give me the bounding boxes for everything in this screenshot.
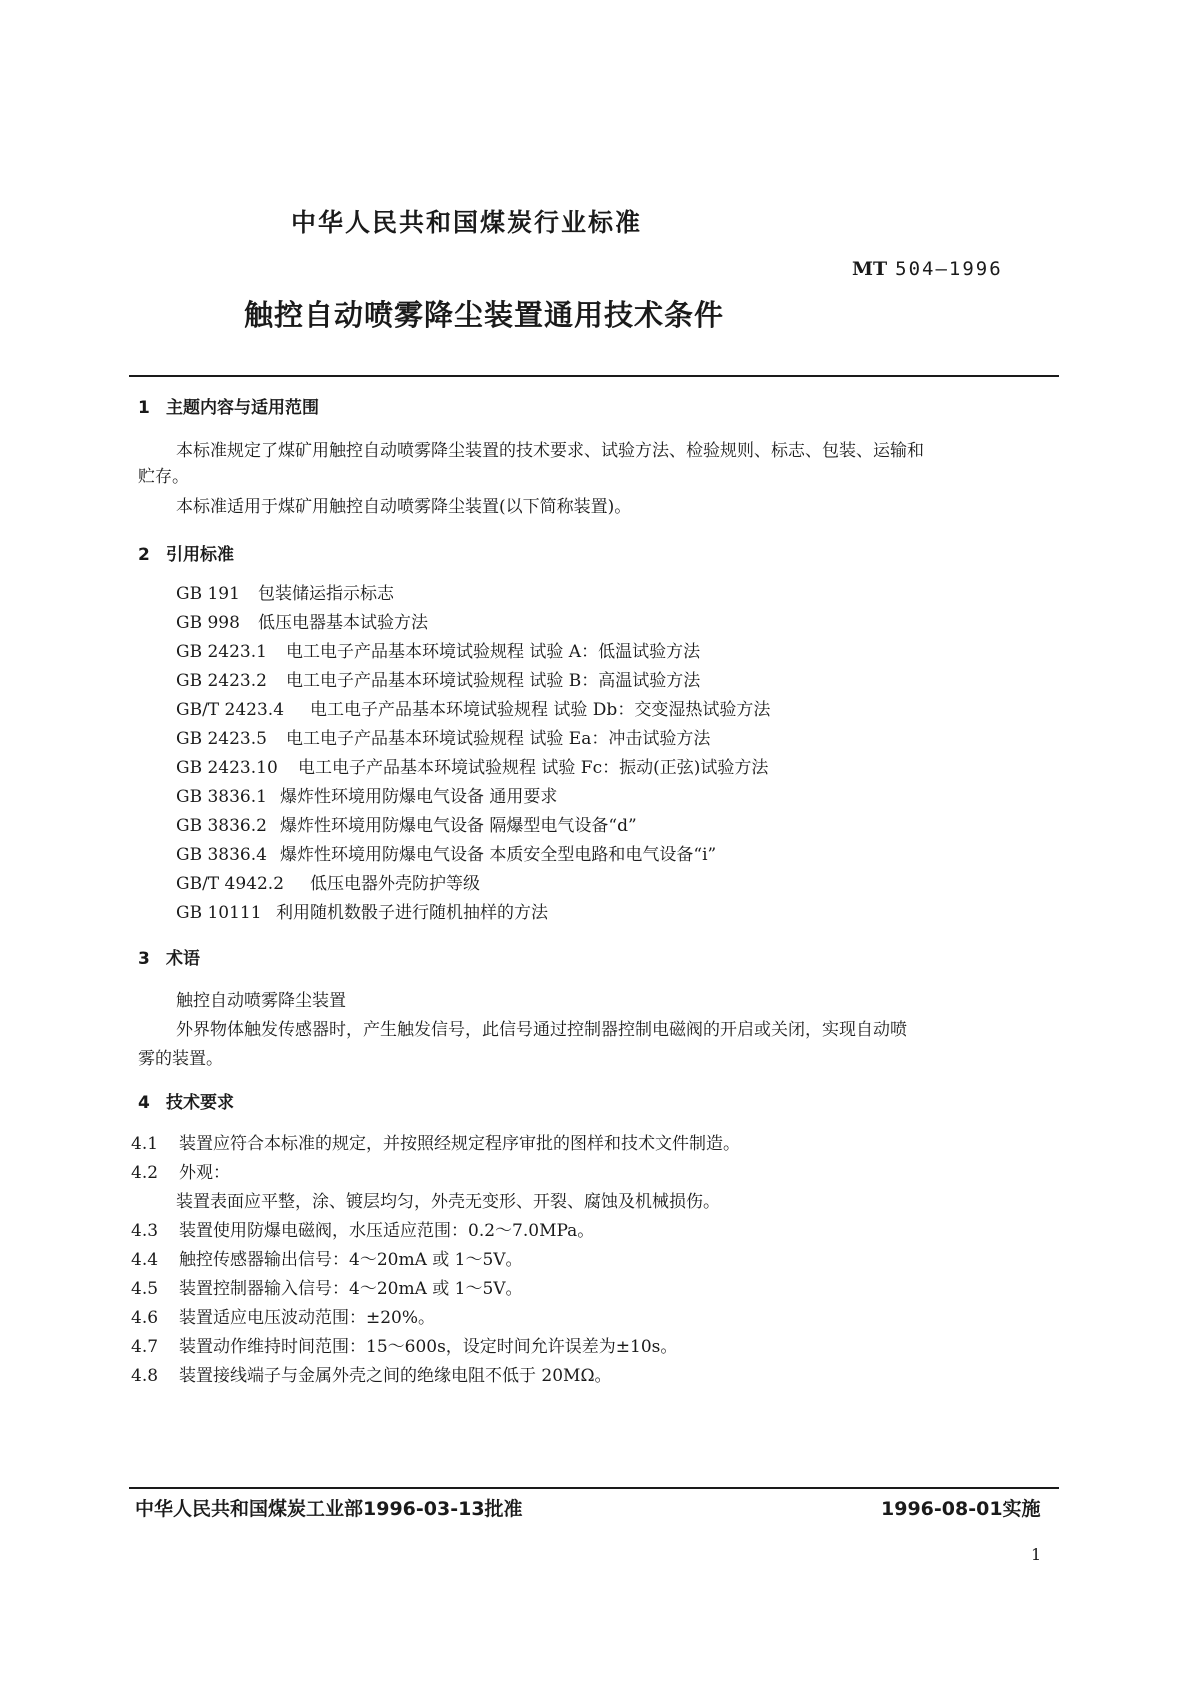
requirement-number: 4.6 (131, 1308, 159, 1328)
reference-code: GB 998 (176, 613, 240, 633)
issuing-organization: 中华人民共和国煤炭行业标准 (291, 208, 643, 237)
reference-title: 电工电子产品基本环境试验规程 试验 Fc：振动(正弦)试验方法 (298, 758, 769, 778)
requirement-text: 装置接线端子与金属外壳之间的绝缘电阻不低于 20MΩ。 (179, 1366, 612, 1386)
reference-title: 低压电器基本试验方法 (258, 613, 428, 633)
approval-statement: 中华人民共和国煤炭工业部1996-03-13批准 (135, 1498, 523, 1520)
reference-item (176, 811, 637, 836)
reference-code: GB/T 2423.4 (176, 700, 285, 720)
reference-code: GB 2423.10 (176, 758, 278, 778)
reference-code: GB 3836.2 (176, 816, 267, 836)
reference-item (176, 724, 710, 749)
standard-code-number: 504—1996 (895, 258, 1003, 280)
reference-item (176, 579, 394, 604)
requirement-text: 外观： (179, 1163, 230, 1183)
requirement-item (131, 1216, 594, 1241)
requirement-number: 4.3 (131, 1221, 159, 1241)
reference-item (176, 695, 770, 720)
requirement-item (131, 1245, 523, 1270)
requirement-number: 4.1 (131, 1134, 159, 1154)
requirement-text: 装置使用防爆电磁阀，水压适应范围：0.2～7.0MPa。 (179, 1221, 595, 1241)
term-name: 触控自动喷雾降尘装置 (176, 991, 346, 1011)
reference-item (176, 666, 700, 691)
reference-title: 电工电子产品基本环境试验规程 试验 Db：交变湿热试验方法 (310, 700, 771, 720)
page-number: 1 (1031, 1545, 1042, 1564)
requirement-item (131, 1158, 230, 1183)
section-4-heading (138, 1088, 234, 1113)
section-number: 3 (138, 949, 150, 969)
requirement-item (131, 1303, 435, 1328)
reference-code: GB/T 4942.2 (176, 874, 285, 894)
reference-item (176, 782, 557, 807)
reference-code: GB 3836.4 (176, 845, 267, 865)
section-1-heading (138, 393, 319, 418)
requirement-number: 4.2 (131, 1163, 159, 1183)
reference-code: GB 10111 (176, 903, 262, 923)
reference-item (176, 898, 548, 923)
requirement-text: 装置控制器输入信号：4～20mA 或 1～5V。 (179, 1279, 523, 1299)
document-title: 触控自动喷雾降尘装置通用技术条件 (244, 298, 725, 332)
standard-code-prefix: MT (852, 258, 888, 280)
reference-code: GB 2423.1 (176, 642, 267, 662)
reference-title: 爆炸性环境用防爆电气设备 通用要求 (280, 787, 558, 807)
reference-code: GB 2423.2 (176, 671, 267, 691)
reference-code: GB 2423.5 (176, 729, 267, 749)
reference-title: 爆炸性环境用防爆电气设备 本质安全型电路和电气设备“i” (280, 845, 717, 865)
section-number: 1 (138, 398, 150, 418)
reference-code: GB 3836.1 (176, 787, 267, 807)
section-title: 引用标准 (166, 545, 234, 565)
section-1-paragraph-1-line-1: 本标准规定了煤矿用触控自动喷雾降尘装置的技术要求、试验方法、检验规则、标志、包装、运输和 (176, 441, 924, 461)
reference-item (176, 637, 700, 662)
term-definition-line-2: 雾的装置。 (138, 1049, 223, 1069)
reference-title: 利用随机数骰子进行随机抽样的方法 (276, 903, 548, 923)
requirement-continuation (176, 1187, 720, 1212)
requirement-number: 4.8 (131, 1366, 159, 1386)
reference-title: 爆炸性环境用防爆电气设备 隔爆型电气设备“d” (280, 816, 637, 836)
requirement-number: 4.7 (131, 1337, 159, 1357)
requirement-number: 4.4 (131, 1250, 159, 1270)
reference-title: 电工电子产品基本环境试验规程 试验 B：高温试验方法 (286, 671, 701, 691)
term-definition-line-1: 外界物体触发传感器时，产生触发信号，此信号通过控制器控制电磁阀的开启或关闭，实现自动喷 (176, 1020, 907, 1040)
standard-code (852, 258, 1003, 280)
reference-title: 低压电器外壳防护等级 (310, 874, 480, 894)
requirement-item (131, 1332, 677, 1357)
section-title: 术语 (166, 949, 200, 969)
reference-item (176, 753, 768, 778)
section-1-paragraph-2: 本标准适用于煤矿用触控自动喷雾降尘装置(以下简称装置)。 (176, 497, 632, 517)
header-divider (129, 375, 1059, 377)
requirement-item (131, 1129, 740, 1154)
section-2-heading (138, 540, 234, 565)
section-3-heading (138, 944, 200, 969)
reference-item (176, 608, 428, 633)
requirement-item (131, 1274, 523, 1299)
section-1-paragraph-1-line-2: 贮存。 (138, 467, 189, 487)
requirement-text: 装置表面应平整，涂、镀层均匀，外壳无变形、开裂、腐蚀及机械损伤。 (176, 1192, 720, 1212)
reference-title: 包装储运指示标志 (258, 584, 394, 604)
requirement-number: 4.5 (131, 1279, 159, 1299)
section-number: 2 (138, 545, 150, 565)
section-title: 主题内容与适用范围 (166, 398, 319, 418)
reference-item (176, 869, 480, 894)
requirement-item (131, 1361, 612, 1386)
requirement-text: 装置动作维持时间范围：15～600s，设定时间允许误差为±10s。 (179, 1337, 678, 1357)
effective-date: 1996-08-01实施 (881, 1498, 1041, 1520)
reference-title: 电工电子产品基本环境试验规程 试验 Ea：冲击试验方法 (286, 729, 711, 749)
requirement-text: 装置适应电压波动范围：±20%。 (179, 1308, 436, 1328)
requirement-text: 触控传感器输出信号：4～20mA 或 1～5V。 (179, 1250, 523, 1270)
footer-divider (129, 1487, 1059, 1489)
reference-code: GB 191 (176, 584, 240, 604)
section-title: 技术要求 (166, 1093, 234, 1113)
requirement-text: 装置应符合本标准的规定，并按照经规定程序审批的图样和技术文件制造。 (179, 1134, 740, 1154)
section-number: 4 (138, 1093, 150, 1113)
reference-item (176, 840, 716, 865)
reference-title: 电工电子产品基本环境试验规程 试验 A：低温试验方法 (286, 642, 701, 662)
